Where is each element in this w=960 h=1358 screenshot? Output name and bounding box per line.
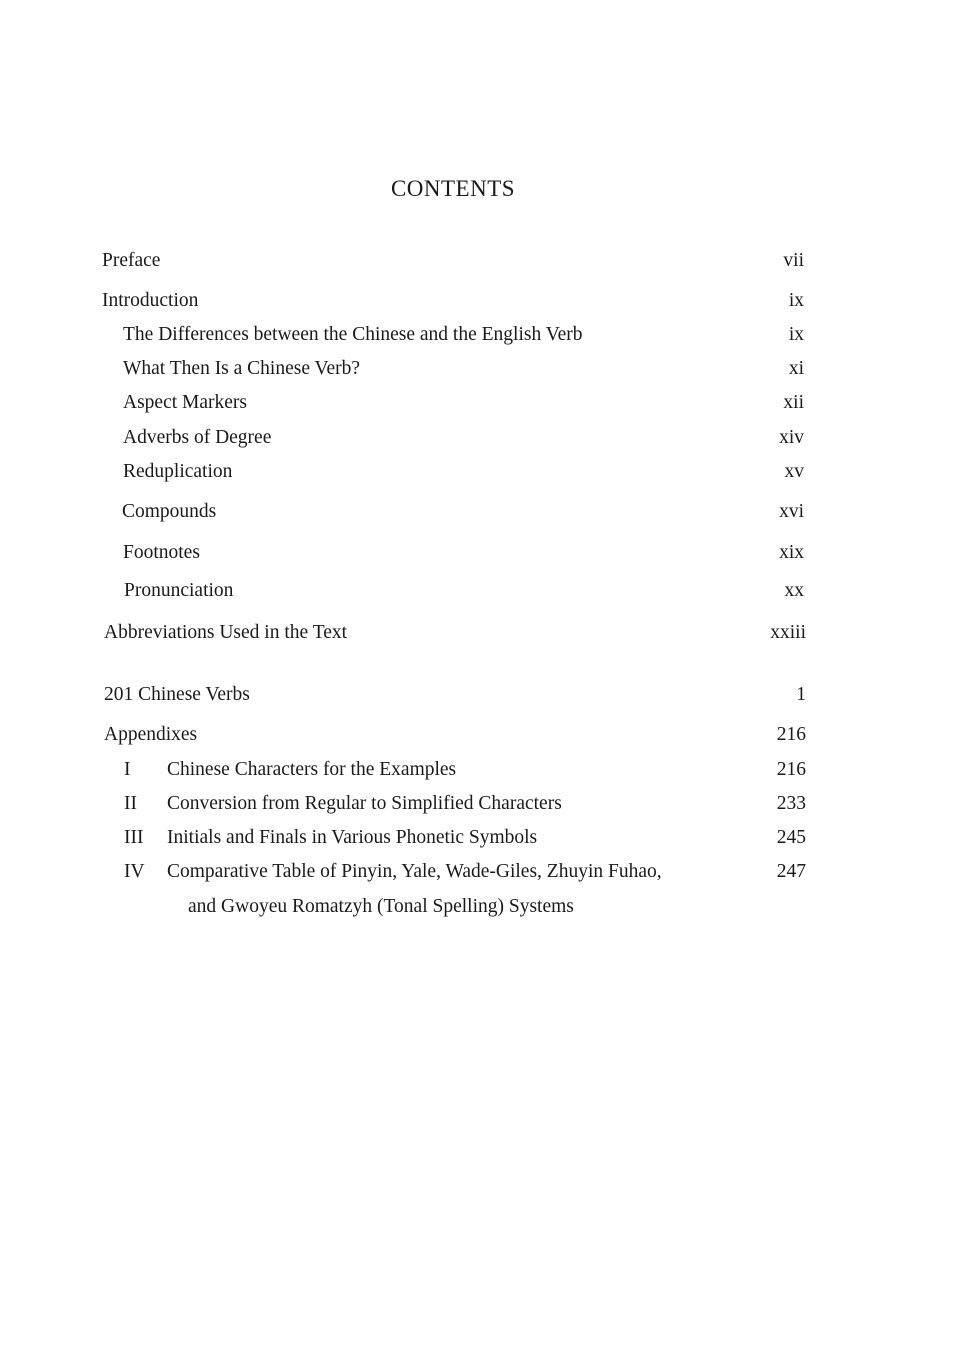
toc-label: Pronunciation (124, 580, 234, 601)
toc-page-number: xix (779, 542, 804, 563)
toc-page-number: 245 (776, 827, 806, 848)
toc-label: Compounds (122, 501, 217, 522)
toc-label: Comparative Table of Pinyin, Yale, Wade-Giles, Zhuyin Fuhao, (167, 861, 662, 882)
toc-label: 201 Chinese Verbs (104, 684, 250, 705)
toc-label: Preface (102, 250, 161, 271)
appendix-numeral: III (124, 827, 144, 848)
toc-page-number: xii (783, 392, 804, 413)
toc-label: Initials and Finals in Various Phonetic Symbols (167, 827, 538, 848)
appendix-numeral: I (124, 759, 131, 780)
toc-page-number: xiv (779, 427, 804, 448)
toc-page-number: vii (783, 250, 804, 271)
toc-label: Adverbs of Degree (123, 427, 272, 448)
toc-page-number: 247 (776, 861, 806, 882)
toc-page-number: 216 (776, 759, 806, 780)
toc-page-number: xxiii (770, 622, 806, 643)
toc-page-number: 1 (796, 684, 806, 705)
page-title: CONTENTS (390, 176, 516, 201)
toc-label: Chinese Characters for the Examples (167, 759, 457, 780)
toc-page-number: xx (784, 580, 804, 601)
appendix-numeral: II (124, 793, 137, 814)
toc-page-number: xv (784, 461, 804, 482)
toc-entry-appendix-4[interactable] (124, 859, 806, 929)
toc-page-number: ix (788, 324, 804, 345)
toc-label: Aspect Markers (123, 392, 247, 413)
toc-label-continuation: and Gwoyeu Romatzyh (Tonal Spelling) Systems (188, 896, 574, 917)
toc-page-number: xvi (779, 501, 804, 522)
toc-label: Abbreviations Used in the Text (104, 622, 348, 643)
toc-page-number: xi (788, 358, 804, 379)
toc-page-number: ix (788, 290, 804, 311)
toc-label: Conversion from Regular to Simplified Characters (167, 793, 562, 814)
toc-page-number: 216 (776, 724, 806, 745)
toc-label: What Then Is a Chinese Verb? (123, 358, 360, 379)
toc-label: Footnotes (123, 542, 200, 563)
toc-label: Introduction (102, 290, 199, 311)
toc-page-number: 233 (776, 793, 806, 814)
toc-label: Appendixes (104, 724, 198, 745)
toc-label: The Differences between the Chinese and the English Verb (123, 324, 583, 345)
appendix-numeral: IV (124, 861, 145, 882)
toc-label: Reduplication (123, 461, 233, 482)
